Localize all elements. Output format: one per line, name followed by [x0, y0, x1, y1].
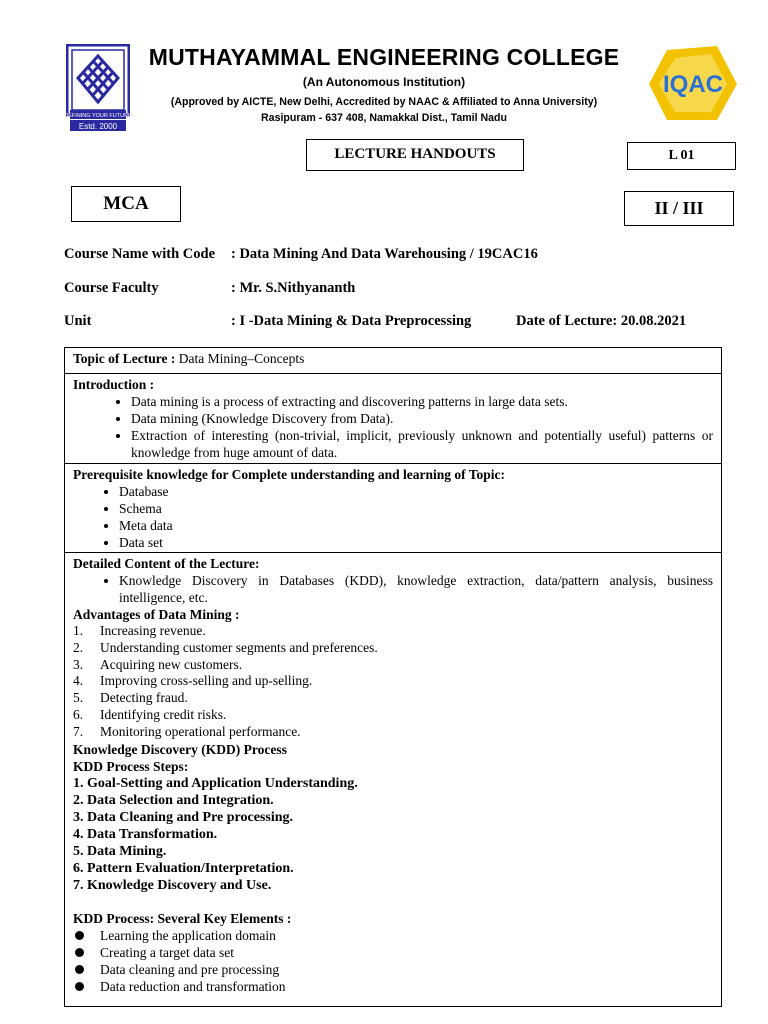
- introduction-heading: Introduction :: [73, 377, 155, 392]
- topic-row: [65, 348, 721, 374]
- list-item: 5. Detecting fraud.: [73, 690, 188, 706]
- lecture-number-box: L 01: [627, 142, 736, 170]
- lecture-handouts-box: LECTURE HANDOUTS: [306, 139, 524, 171]
- date-of-lecture: Date of Lecture: 20.08.2021: [516, 313, 687, 329]
- unit-label: Unit: [64, 313, 92, 329]
- kdd-step: 6. Pattern Evaluation/Interpretation.: [73, 860, 294, 876]
- course-name-label: Course Name with Code: [64, 246, 216, 262]
- detailed-content-row: [65, 553, 721, 1006]
- kdd-step: 3. Data Cleaning and Pre processing.: [73, 809, 293, 825]
- bullet-icon: [75, 965, 84, 974]
- advantages-heading: Advantages of Data Mining :: [73, 607, 240, 622]
- year-semester-box: II / III: [624, 191, 734, 226]
- logo-estd: Estd. 2000: [78, 122, 118, 131]
- bullet-icon: [75, 931, 84, 940]
- list-item: Data reduction and transformation: [73, 978, 713, 995]
- key-elements-list: [73, 927, 713, 995]
- list-item: 6. Identifying credit risks.: [73, 706, 227, 722]
- bullet-icon: [75, 948, 84, 957]
- list-item: 7. Monitoring operational performance.: [73, 723, 301, 739]
- list-item: • Data mining (Knowledge Discovery from Data).: [131, 410, 713, 427]
- list-item: • Database: [119, 483, 713, 500]
- unit-value: : I -Data Mining & Data Preprocessing: [231, 313, 472, 329]
- detailed-content-heading: Detailed Content of the Lecture:: [73, 556, 260, 571]
- lecture-content-table: [64, 347, 722, 1007]
- bullet-icon: [75, 982, 84, 991]
- topic-label: Topic of Lecture :: [73, 351, 176, 366]
- iqac-label: IQAC: [663, 71, 723, 98]
- list-item: 4. Improving cross-selling and up-selling.: [73, 673, 313, 689]
- kdd-step: 1. Goal-Setting and Application Understanding.: [73, 775, 358, 791]
- list-item: 2. Understanding customer segments and preferences.: [73, 639, 378, 655]
- college-name: MUTHAYAMMAL ENGINEERING COLLEGE: [148, 44, 620, 70]
- logo-motto: DEFINING YOUR FUTURE: [66, 113, 130, 119]
- introduction-row: [65, 374, 721, 464]
- program-box: MCA: [71, 186, 181, 222]
- kdd-heading: Knowledge Discovery (KDD) Process: [73, 741, 287, 757]
- prerequisite-row: [65, 464, 721, 553]
- list-item: Creating a target data set: [73, 944, 713, 961]
- list-item: 3. Acquiring new customers.: [73, 656, 243, 672]
- course-faculty-value: : Mr. S.Nithyananth: [231, 280, 356, 296]
- list-item: 1. Increasing revenue.: [73, 623, 206, 638]
- course-faculty-label: Course Faculty: [64, 280, 159, 296]
- college-address: Rasipuram - 637 408, Namakkal Dist., Tamil Nadu: [261, 112, 507, 124]
- list-item: • Meta data: [119, 517, 713, 534]
- list-item: • Schema: [119, 500, 713, 517]
- kdd-step: 7. Knowledge Discovery and Use.: [73, 877, 272, 893]
- course-name-value: : Data Mining And Data Warehousing / 19CAC16: [231, 246, 538, 262]
- prerequisite-heading: Prerequisite knowledge for Complete understanding and learning of Topic:: [73, 467, 506, 482]
- list-item: • Extraction of interesting (non-trivial, implicit, previously unknown and potentially useful) patterns or knowledge from huge amount of data.: [131, 427, 713, 461]
- iqac-logo: [645, 44, 740, 124]
- list-item: • Data mining is a process of extracting and discovering patterns in large data sets.: [131, 393, 713, 410]
- approval-text: (Approved by AICTE, New Delhi, Accredited by NAAC & Affiliated to Anna University): [170, 96, 598, 108]
- key-elements-heading: KDD Process: Several Key Elements :: [73, 910, 292, 926]
- topic-value: Data Mining–Concepts: [175, 351, 305, 366]
- advantages-list: [73, 623, 713, 741]
- kdd-step: 2. Data Selection and Integration.: [73, 792, 274, 808]
- kdd-step: 5. Data Mining.: [73, 843, 167, 859]
- list-item: • Knowledge Discovery in Databases (KDD), knowledge extraction, data/pattern analysis, business intelligence, etc.: [119, 572, 713, 606]
- list-item: • Data set: [119, 534, 713, 551]
- list-item: Learning the application domain: [73, 927, 713, 944]
- list-item: Data cleaning and pre processing: [73, 961, 713, 978]
- institution-status: (An Autonomous Institution): [302, 75, 466, 89]
- kdd-steps-heading: KDD Process Steps:: [73, 758, 189, 774]
- kdd-step: 4. Data Transformation.: [73, 826, 218, 842]
